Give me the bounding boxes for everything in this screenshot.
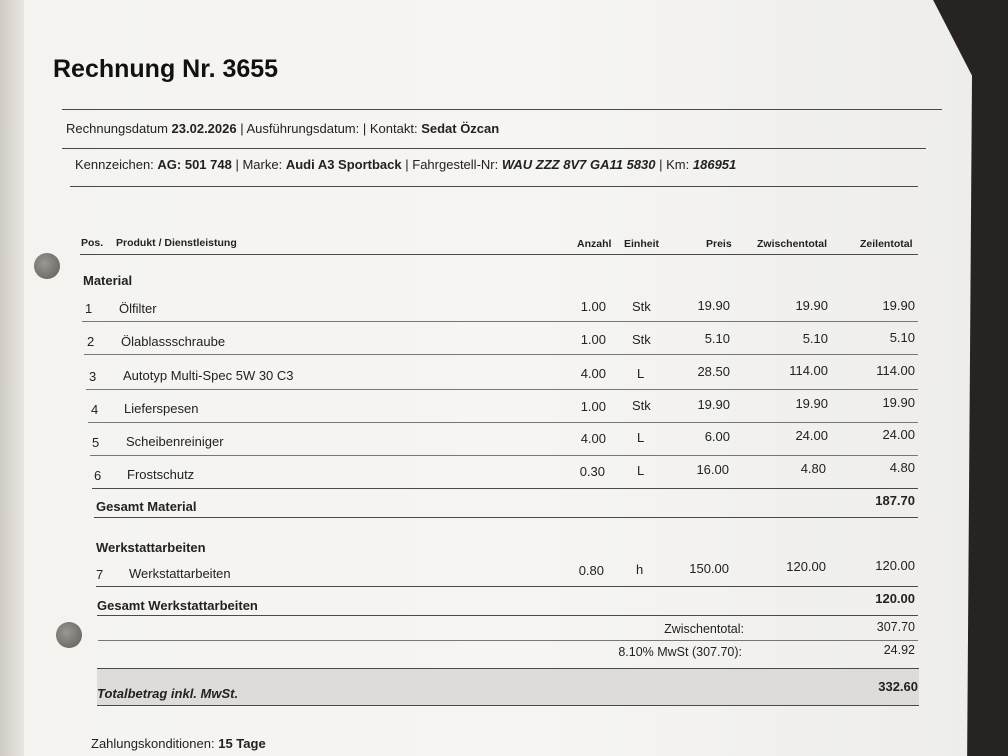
payment-terms — [91, 736, 266, 751]
row-pos: 7 — [96, 567, 104, 582]
row-linetotal: 114.00 — [876, 363, 915, 378]
chassis-number: WAU ZZZ 8V7 GA11 5830 — [501, 157, 656, 172]
row-unit: Stk — [632, 332, 651, 347]
divider — [88, 422, 918, 423]
row-product: Frostschutz — [127, 467, 195, 482]
subtotal-label: Zwischentotal: — [664, 622, 744, 636]
row-product: Lieferspesen — [124, 401, 199, 416]
row-price: 28.50 — [697, 364, 730, 379]
col-pos: Pos. — [81, 237, 104, 249]
divider — [90, 455, 918, 456]
grand-total-value: 332.60 — [878, 679, 918, 694]
row-pos: 1 — [85, 301, 93, 316]
plate-label: Kennzeichen: — [75, 157, 154, 172]
row-linetotal: 19.90 — [882, 395, 915, 410]
contact-name: Sedat Özcan — [421, 121, 500, 136]
row-pos: 5 — [92, 435, 100, 450]
invoice-info-line — [66, 121, 499, 136]
punch-hole-bottom — [56, 622, 82, 648]
execution-date-label: | Ausführungsdatum: — [240, 121, 360, 136]
divider — [70, 186, 918, 187]
werkstatt-total-label: Gesamt Werkstattarbeiten — [97, 598, 258, 613]
row-linetotal: 24.00 — [882, 427, 915, 442]
row-subtotal: 114.00 — [789, 363, 828, 378]
section-heading-werkstatt: Werkstattarbeiten — [96, 540, 206, 555]
divider — [97, 705, 919, 706]
row-pos: 4 — [91, 402, 99, 417]
col-linetotal: Zeilentotal — [860, 238, 913, 250]
contact-label: | Kontakt: — [362, 121, 418, 136]
row-price: 16.00 — [696, 462, 729, 477]
km-value: 186951 — [692, 157, 737, 172]
row-subtotal: 24.00 — [795, 428, 828, 443]
row-quantity: 0.80 — [578, 563, 604, 578]
divider — [97, 615, 918, 616]
row-unit: L — [637, 366, 645, 381]
invoice-date: 23.02.2026 — [171, 121, 237, 136]
row-product: Scheibenreiniger — [126, 434, 224, 449]
col-unit: Einheit — [624, 238, 660, 250]
row-subtotal: 4.80 — [800, 461, 826, 476]
row-linetotal: 120.00 — [875, 558, 915, 573]
row-linetotal: 19.90 — [882, 298, 915, 313]
payment-terms-label: Zahlungskonditionen: — [91, 736, 215, 751]
date-label: Rechnungsdatum — [66, 121, 168, 136]
row-price: 5.10 — [704, 331, 730, 346]
punch-hole-top — [34, 253, 60, 279]
col-subtotal: Zwischentotal — [757, 238, 828, 250]
row-unit: L — [637, 430, 645, 445]
row-unit: Stk — [632, 398, 651, 413]
divider — [80, 254, 918, 255]
col-price: Preis — [706, 238, 732, 250]
material-total-value: 187.70 — [875, 493, 915, 508]
row-product: Autotyp Multi-Spec 5W 30 C3 — [123, 368, 294, 383]
row-quantity: 1.00 — [580, 299, 606, 314]
plate-number: AG: 501 748 — [157, 157, 232, 172]
vehicle-info-line — [75, 157, 736, 172]
row-price: 19.90 — [697, 298, 730, 313]
row-unit: Stk — [632, 299, 651, 314]
divider — [82, 321, 918, 322]
row-price: 150.00 — [689, 561, 729, 576]
row-quantity: 0.30 — [579, 464, 605, 479]
divider — [96, 586, 918, 587]
vat-label: 8.10% MwSt (307.70): — [618, 645, 742, 659]
divider — [62, 109, 942, 110]
row-unit: h — [636, 562, 644, 577]
material-total-label: Gesamt Material — [96, 499, 197, 514]
subtotal-value: 307.70 — [876, 620, 915, 634]
row-quantity: 1.00 — [580, 332, 606, 347]
invoice-title: Rechnung Nr. 3655 — [53, 55, 279, 83]
divider — [92, 488, 918, 489]
row-subtotal: 120.00 — [786, 559, 826, 574]
row-unit: L — [637, 463, 645, 478]
grand-total-label: Totalbetrag inkl. MwSt. — [97, 686, 239, 701]
col-quantity: Anzahl — [577, 238, 612, 250]
row-linetotal: 5.10 — [889, 330, 915, 345]
row-product: Ölablassschraube — [121, 334, 226, 349]
brand-label: | Marke: — [235, 157, 283, 172]
row-price: 19.90 — [697, 397, 730, 412]
payment-terms-value: 15 Tage — [218, 736, 266, 751]
brand-value: Audi A3 Sportback — [285, 157, 402, 172]
row-subtotal: 19.90 — [795, 396, 828, 411]
row-quantity: 1.00 — [580, 399, 606, 414]
row-price: 6.00 — [704, 429, 730, 444]
paper-fold — [0, 0, 24, 756]
row-subtotal: 19.90 — [795, 298, 828, 313]
divider — [94, 517, 918, 518]
divider — [98, 640, 918, 641]
row-quantity: 4.00 — [580, 431, 606, 446]
section-heading-material: Material — [83, 273, 133, 288]
vat-value: 24.92 — [883, 643, 915, 657]
row-quantity: 4.00 — [580, 366, 606, 381]
row-pos: 3 — [89, 369, 97, 384]
chassis-label: | Fahrgestell-Nr: — [405, 157, 499, 172]
werkstatt-total-value: 120.00 — [875, 591, 915, 606]
row-subtotal: 5.10 — [802, 331, 828, 346]
row-pos: 2 — [87, 334, 95, 349]
row-product: Werkstattarbeiten — [129, 566, 231, 581]
divider — [62, 148, 926, 149]
divider — [86, 389, 918, 390]
col-product: Produkt / Dienstleistung — [116, 237, 237, 249]
divider — [84, 354, 918, 355]
km-label: | Km: — [659, 157, 690, 172]
row-product: Ölfilter — [119, 301, 157, 316]
row-pos: 6 — [94, 468, 102, 483]
row-linetotal: 4.80 — [889, 460, 915, 475]
